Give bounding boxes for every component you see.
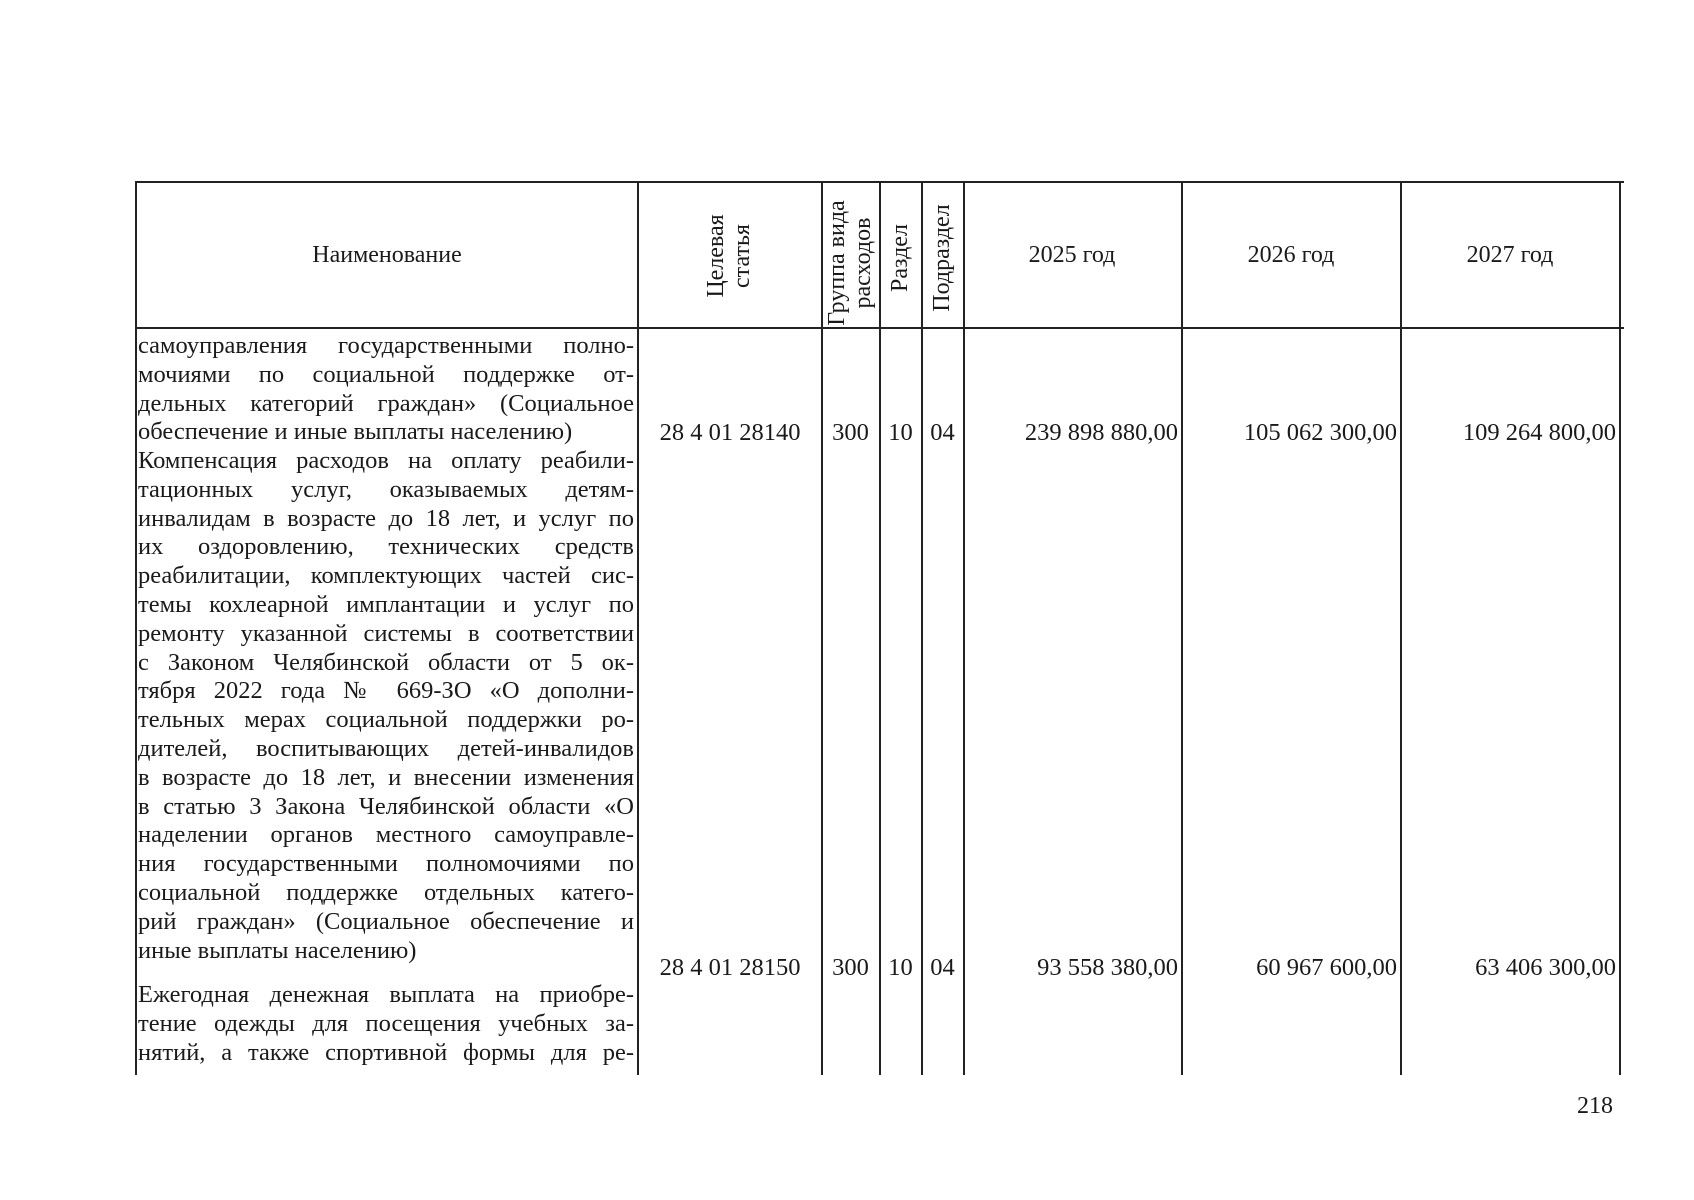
row-2-2026: 60 967 600,00 xyxy=(1256,954,1397,981)
col-divider-section xyxy=(921,181,923,1075)
row-2-name-line: ния государственными полномочиями по xyxy=(138,850,634,878)
col-divider-group xyxy=(879,181,881,1075)
row-3-name-line: нятий, а также спортивной формы для ре- xyxy=(138,1038,634,1066)
row-2-target-article: 28 4 01 28150 xyxy=(659,954,801,981)
row-2-name-line: наделении органов местного самоуправле- xyxy=(138,821,634,849)
row-2-name-line: тября 2022 года № 669-ЗО «О дополни- xyxy=(138,677,634,705)
header-name: Наименование xyxy=(312,241,462,268)
row-2-name-line: иные выплаты населению) xyxy=(138,936,417,964)
row-2-2025: 93 558 380,00 xyxy=(1037,954,1178,981)
row-2-2027: 63 406 300,00 xyxy=(1475,954,1616,981)
header-target-article: Целевая статья xyxy=(703,214,755,298)
row-2-name-line: ремонту указанной системы в соответствии xyxy=(138,619,634,647)
row-1-name-line: дельных категорий граждан» (Социальное xyxy=(138,389,634,417)
row-1-2026: 105 062 300,00 xyxy=(1243,419,1397,446)
row-1-name-line: самоуправления государственными полно- xyxy=(138,332,634,359)
table-right-border xyxy=(1619,181,1621,1075)
row-1-2027: 109 264 800,00 xyxy=(1462,419,1616,446)
row-1-name-line: обеспечение и иные выплаты населению) xyxy=(138,418,573,446)
row-3-name-line: тение одежды для посещения учебных за- xyxy=(138,1009,634,1037)
row-1-name xyxy=(138,332,634,447)
row-2-name-line: инвалидам в возрасте до 18 лет, и услуг по xyxy=(138,504,634,532)
row-2-name-line: с Законом Челябинской области от 5 ок- xyxy=(138,648,634,676)
header-2026: 2026 год xyxy=(1247,241,1335,268)
row-2-name-line: в возрасте до 18 лет, и внесении изменения xyxy=(138,763,634,791)
row-2-name-line: их оздоровлению, технических средств xyxy=(138,533,634,561)
header-section: Раздел xyxy=(887,224,913,292)
row-2-name-line: социальной поддержке отдельных катего- xyxy=(138,878,634,906)
row-2-name-line: тельных мерах социальной поддержки ро- xyxy=(138,706,634,734)
row-1-subsection: 04 xyxy=(930,419,955,446)
row-1-expense-group: 300 xyxy=(832,419,869,446)
row-2-name-line: тационных услуг, оказываемых детям- xyxy=(138,475,634,503)
row-3-name-line: Ежегодная денежная выплата на приобре- xyxy=(138,981,634,1008)
row-2-name-line: темы кохлеарной имплантации и услуг по xyxy=(138,590,634,618)
page-number: 218 xyxy=(1577,1093,1613,1119)
col-divider-name xyxy=(637,181,639,1075)
row-2-name-line: дителей, воспитывающих детей-инвалидов xyxy=(138,734,634,762)
row-2-name-line: реабилитации, комплектующих частей сис- xyxy=(138,562,634,590)
row-2-expense-group: 300 xyxy=(832,954,869,981)
row-2-name-line: рий граждан» (Социальное обеспечение и xyxy=(138,907,634,935)
row-2-name-line: Компенсация расходов на оплату реабили- xyxy=(138,447,634,474)
header-2027: 2027 год xyxy=(1466,241,1554,268)
row-1-target-article: 28 4 01 28140 xyxy=(659,419,801,446)
row-3-name xyxy=(138,981,634,1067)
row-2-section: 10 xyxy=(888,954,913,981)
row-2-name xyxy=(138,447,634,965)
row-2-subsection: 04 xyxy=(930,954,955,981)
row-1-name-line: мочиями по социальной поддержке от- xyxy=(138,360,634,388)
header-subsection: Подраздел xyxy=(929,204,955,312)
header-expense-group: Группа вида расходов xyxy=(824,200,876,326)
header-2025: 2025 год xyxy=(1028,241,1116,268)
row-1-2025: 239 898 880,00 xyxy=(1024,419,1178,446)
row-1-section: 10 xyxy=(888,419,913,446)
row-2-name-line: в статью 3 Закона Челябинской области «О xyxy=(138,792,634,820)
